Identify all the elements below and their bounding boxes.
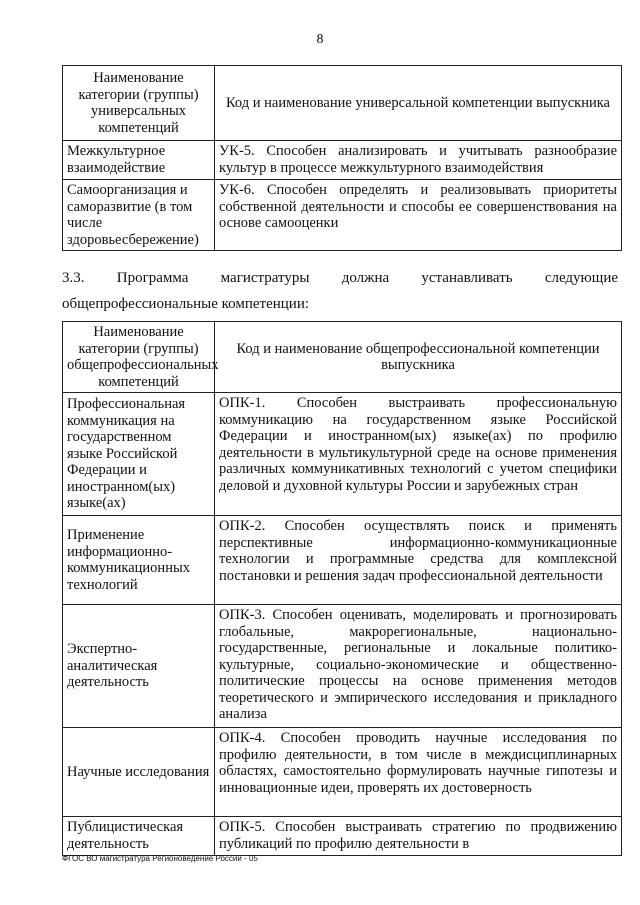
row-category: Межкультурное взаимодействие [63,141,215,180]
table-header-row [63,66,622,141]
section-intro-line-2: общепрофессиональные компетенции: [62,296,310,312]
header-competence: Код и наименование общепрофессиональной компетенции выпускника [215,322,622,393]
page-number: 8 [316,32,324,47]
row-competence: ОПК-1. Способен выстраивать профессиональную коммуникацию на государственном языке Российской Федерации и иностранном(ых) языке(ах) по профилю деятельности в мультикультурной среде на основе применения различных коммуникативных технологий с учетом специфики деловой и духовной культуры России и зарубежных стран [215,393,622,516]
row-competence: ОПК-4. Способен проводить научные исследования по профилю деятельности, в том числе в междисциплинарных областях, самостоятельно формулировать научные гипотезы и инновационные идеи, проверять их достоверность [215,728,622,817]
header-competence: Код и наименование универсальной компетенции выпускника [215,66,622,141]
row-category: Применение информационно-коммуникационных технологий [63,516,215,605]
row-competence: ОПК-2. Способен осуществлять поиск и применять перспективные информационно-коммуникационные технологии и программные средства для комплексной постановки и решения задач профессиональной деятельности [215,516,622,605]
header-category: Наименование категории (группы) общепрофессиональных компетенций [63,322,215,393]
row-category: Экспертно-аналитическая деятельность [63,605,215,728]
table-row [63,605,622,728]
row-competence: УК-6. Способен определять и реализовывать приоритеты собственной деятельности и способы ее совершенствования на основе самооценки [215,180,622,251]
row-competence: ОПК-3. Способен оценивать, моделировать и прогнозировать глобальные, макрорегиональные, национально-государственные, региональные и локальные политико-культурные, социально-экономические и общественно-политические процессы на основе применения методов теоретического и эмпирического исследования и прикладного анализа [215,605,622,728]
row-category: Самоорганизация и саморазвитие (в том числе здоровьесбережение) [63,180,215,251]
table-row [63,728,622,817]
table-header-row [63,322,622,393]
table-row [63,141,622,180]
general-professional-competences-table [62,321,622,856]
table-row [63,180,622,251]
row-category: Профессиональная коммуникация на государственном языке Российской Федерации и иностранном(ых) языке(ах) [63,393,215,516]
table-row [63,516,622,605]
row-category: Публицистическая деятельность [63,817,215,856]
row-category: Научные исследования [63,728,215,817]
table-row [63,817,622,856]
universal-competences-table [62,65,622,251]
header-category: Наименование категории (группы) универсальных компетенций [63,66,215,141]
document-footer: ФГОС ВО магистратура Регионоведение России - 05 [62,854,258,863]
table-row [63,393,622,516]
row-competence: ОПК-5. Способен выстраивать стратегию по продвижению публикаций по профилю деятельности в [215,817,622,856]
section-intro-line: 3.3. Программа магистратуры должна устанавливать следующие [62,270,618,286]
row-competence: УК-5. Способен анализировать и учитывать разнообразие культур в процессе межкультурного взаимодействия [215,141,622,180]
